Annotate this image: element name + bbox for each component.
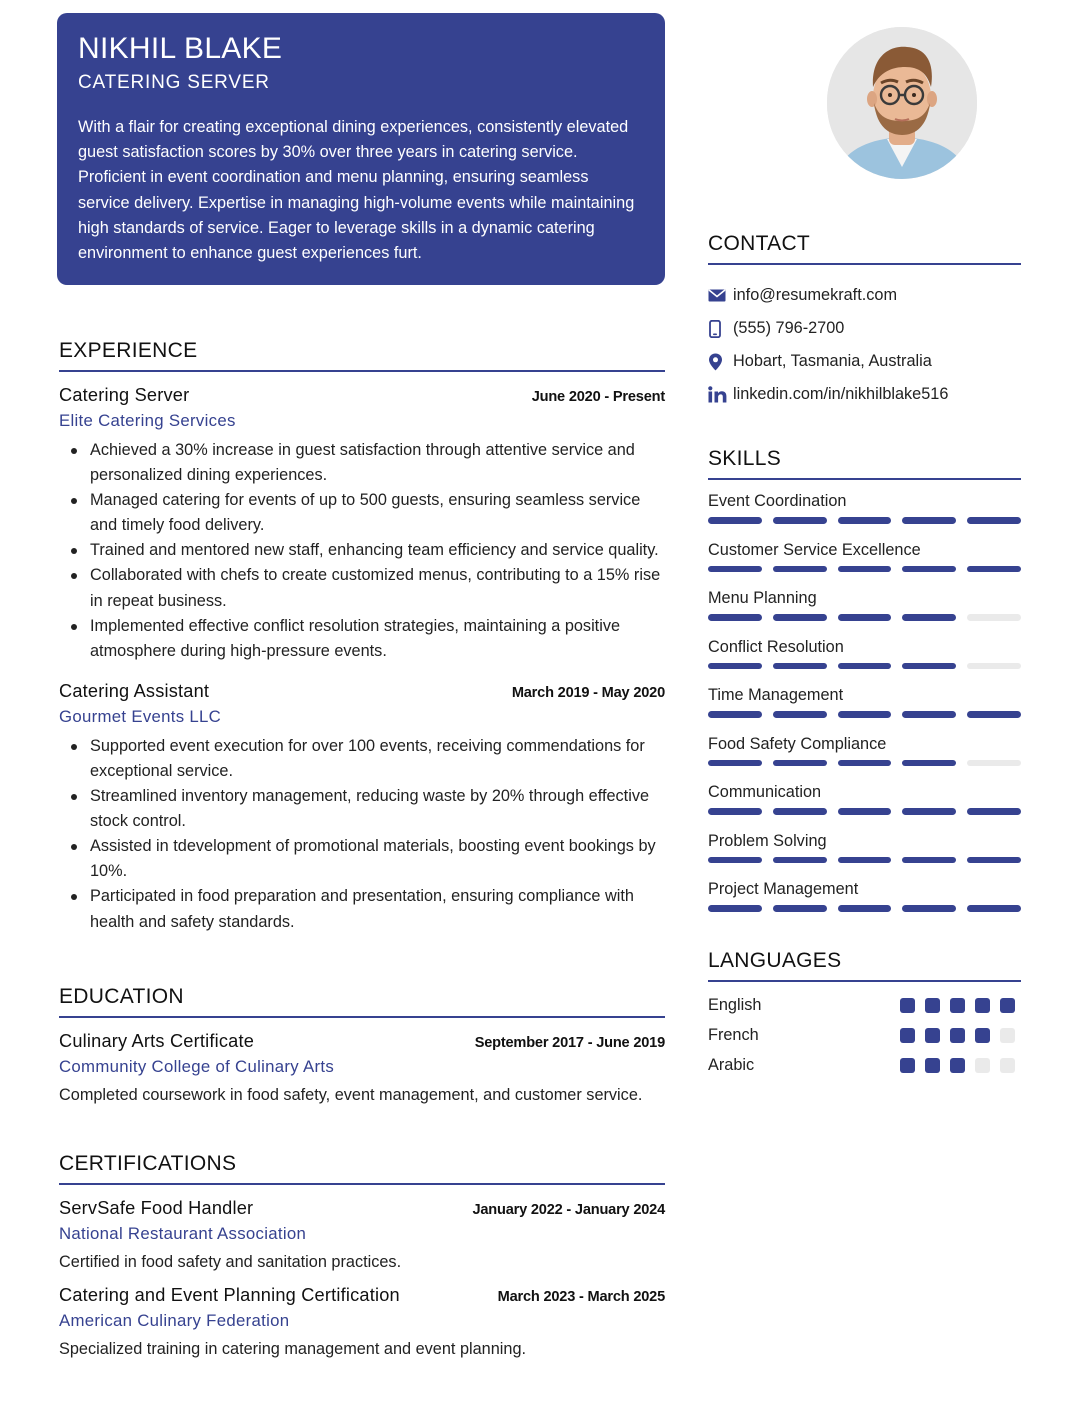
skill-name: Conflict Resolution xyxy=(708,637,844,656)
experience-heading: EXPERIENCE xyxy=(59,338,665,372)
skill-level-segment xyxy=(708,614,762,621)
education-heading: EDUCATION xyxy=(59,984,665,1018)
skill-level-segment xyxy=(967,566,1021,573)
skill-level-segment xyxy=(967,808,1021,815)
skill-level-segment xyxy=(708,517,762,524)
skill-level-segment xyxy=(708,663,762,670)
skill-name: Project Management xyxy=(708,880,859,898)
skill-level-segment xyxy=(773,905,827,912)
job-title: CATERING SERVER xyxy=(78,72,270,93)
avatar xyxy=(827,27,977,179)
skill-level-segment xyxy=(902,711,956,718)
education-date: September 2017 - June 2019 xyxy=(474,1034,665,1051)
skill-level-bar xyxy=(708,808,1021,815)
envelope-icon xyxy=(708,289,733,302)
skill-level-segment xyxy=(838,905,892,912)
skill-level-segment xyxy=(902,857,956,864)
skill-level-segment xyxy=(838,614,892,621)
skill-item xyxy=(708,636,1021,670)
languages-section xyxy=(708,948,1021,1080)
skill-level-bar xyxy=(708,663,1021,670)
profile-photo xyxy=(827,27,977,179)
job-bullets xyxy=(59,734,665,935)
certification-description: Specialized training in catering management and event planning. xyxy=(59,1339,527,1358)
bullet-item: Streamlined inventory management, reducing waste by 20% through effective stock control. xyxy=(59,784,665,834)
skill-level-segment xyxy=(773,760,827,767)
education-description: Completed coursework in food safety, event management, and customer service. xyxy=(59,1085,643,1104)
job-date: March 2019 - May 2020 xyxy=(511,684,665,701)
job-date: June 2020 - Present xyxy=(531,389,665,405)
skill-level-bar xyxy=(708,614,1021,621)
language-level-dot xyxy=(975,1058,990,1073)
skill-item xyxy=(708,733,1021,767)
skill-item xyxy=(708,539,1021,573)
skill-item xyxy=(708,587,1021,621)
skill-item xyxy=(708,490,1021,524)
skill-name: Customer Service Excellence xyxy=(708,540,921,559)
language-level-dot xyxy=(950,998,965,1013)
skill-level-segment xyxy=(708,808,762,815)
skill-level-segment xyxy=(838,566,892,573)
language-level-dot xyxy=(925,998,940,1013)
education-section xyxy=(59,984,665,1108)
skill-name: Communication xyxy=(708,783,822,801)
school-name: Community College of Culinary Arts xyxy=(59,1056,335,1076)
skill-level-bar xyxy=(708,517,1021,524)
degree-name: Culinary Arts Certificate xyxy=(59,1030,255,1051)
language-level-dot xyxy=(950,1058,965,1073)
skill-level-segment xyxy=(838,857,892,864)
skill-level-segment xyxy=(902,517,956,524)
certification-name: Catering and Event Planning Certification xyxy=(59,1284,400,1305)
location-pin-icon xyxy=(708,353,733,371)
skill-level-segment xyxy=(967,760,1021,767)
bullet-item: Managed catering for events of up to 500 guests, ensuring seamless service and timely food delivery. xyxy=(59,488,665,538)
language-level-dot xyxy=(1000,1058,1015,1073)
skill-level-segment xyxy=(902,566,956,573)
language-level-dot xyxy=(900,1028,915,1043)
education-entry xyxy=(59,1030,665,1108)
certification-date: March 2023 - March 2025 xyxy=(497,1288,665,1305)
linkedin-icon xyxy=(708,386,733,403)
certifications-heading: CERTIFICATIONS xyxy=(59,1151,665,1185)
skill-level-segment xyxy=(708,566,762,573)
language-level-dots xyxy=(900,1058,1015,1073)
skill-name: Menu Planning xyxy=(708,589,817,607)
language-name: English xyxy=(708,995,762,1014)
bullet-item: Assisted in tdevelopment of promotional materials, boosting event bookings by 10%. xyxy=(59,834,665,884)
contact-location xyxy=(708,345,1021,378)
skill-level-segment xyxy=(708,711,762,718)
language-level-dot xyxy=(1000,1028,1015,1043)
skill-level-bar xyxy=(708,566,1021,573)
certification-date: January 2022 - January 2024 xyxy=(472,1201,665,1218)
skill-level-segment xyxy=(773,857,827,864)
certifications-section xyxy=(59,1151,665,1362)
language-level-dot xyxy=(950,1028,965,1043)
language-item xyxy=(708,1050,1021,1080)
skills-heading: SKILLS xyxy=(708,446,1021,480)
certification-entry xyxy=(59,1284,665,1362)
bullet-item: Supported event execution for over 100 events, receiving commendations for exceptional service. xyxy=(59,734,665,784)
job-entry xyxy=(59,384,665,664)
skill-level-segment xyxy=(902,808,956,815)
job-entry xyxy=(59,680,665,935)
skill-name: Problem Solving xyxy=(708,831,827,850)
contact-linkedin[interactable] xyxy=(708,378,1021,411)
skill-level-segment xyxy=(967,711,1021,718)
header-box xyxy=(57,13,665,285)
phone-icon xyxy=(708,320,733,338)
skill-level-segment xyxy=(967,663,1021,670)
skill-level-segment xyxy=(902,614,956,621)
skill-level-segment xyxy=(838,711,892,718)
language-level-dot xyxy=(975,1028,990,1043)
email-text: info@resumekraft.com xyxy=(733,286,898,304)
language-level-dot xyxy=(925,1028,940,1043)
skills-section xyxy=(708,446,1021,912)
linkedin-text: linkedin.com/in/nikhilblake516 xyxy=(733,385,949,403)
skill-item xyxy=(708,830,1021,864)
skill-level-segment xyxy=(773,517,827,524)
contact-section xyxy=(708,231,1021,411)
skill-level-segment xyxy=(967,614,1021,621)
bullet-item: Participated in food preparation and presentation, ensuring compliance with health and safety standards. xyxy=(59,884,665,934)
language-level-dots xyxy=(900,998,1015,1013)
skill-level-segment xyxy=(773,711,827,718)
skill-name: Time Management xyxy=(708,686,844,704)
bullet-item: Achieved a 30% increase in guest satisfaction through attentive service and personalized dining experiences. xyxy=(59,438,665,488)
skill-level-segment xyxy=(838,760,892,767)
languages-heading: LANGUAGES xyxy=(708,948,1021,982)
skill-level-segment xyxy=(902,905,956,912)
contact-phone[interactable] xyxy=(708,312,1021,345)
skill-item xyxy=(708,684,1021,718)
skill-level-segment xyxy=(967,517,1021,524)
skill-name: Event Coordination xyxy=(708,492,847,510)
skill-level-segment xyxy=(967,857,1021,864)
contact-heading: CONTACT xyxy=(708,231,1021,265)
candidate-name: NIKHIL BLAKE xyxy=(78,32,283,65)
skill-level-segment xyxy=(773,614,827,621)
skill-level-segment xyxy=(708,760,762,767)
bullet-item: Collaborated with chefs to create customized menus, contributing to a 15% rise in repeat business. xyxy=(59,563,665,613)
skill-level-bar xyxy=(708,760,1021,767)
language-level-dot xyxy=(925,1058,940,1073)
skill-level-segment xyxy=(708,857,762,864)
main-column xyxy=(57,13,665,1362)
certification-issuer: American Culinary Federation xyxy=(59,1310,290,1330)
language-item xyxy=(708,1020,1021,1050)
certification-entry xyxy=(59,1197,665,1275)
skill-level-bar xyxy=(708,905,1021,912)
skill-level-segment xyxy=(773,566,827,573)
skill-level-segment xyxy=(773,808,827,815)
job-role: Catering Assistant xyxy=(59,680,210,701)
certification-issuer: National Restaurant Association xyxy=(59,1223,307,1243)
language-name: French xyxy=(708,1025,759,1044)
language-level-dot xyxy=(900,998,915,1013)
language-level-dot xyxy=(1000,998,1015,1013)
skill-item xyxy=(708,781,1021,815)
skill-level-segment xyxy=(838,517,892,524)
job-bullets xyxy=(59,438,665,664)
skill-level-segment xyxy=(967,905,1021,912)
job-role: Catering Server xyxy=(59,385,190,405)
language-level-dots xyxy=(900,1028,1015,1043)
language-name: Arabic xyxy=(708,1055,755,1074)
experience-section xyxy=(59,338,665,935)
contact-email[interactable] xyxy=(708,279,1021,312)
skill-item xyxy=(708,878,1021,912)
skill-level-segment xyxy=(902,760,956,767)
skill-level-segment xyxy=(902,663,956,670)
skill-level-segment xyxy=(773,663,827,670)
job-company: Gourmet Events LLC xyxy=(59,706,222,726)
skill-level-bar xyxy=(708,711,1021,718)
location-text: Hobart, Tasmania, Australia xyxy=(733,352,932,370)
bullet-item: Trained and mentored new staff, enhancing team efficiency and service quality. xyxy=(59,538,665,563)
certification-name: ServSafe Food Handler xyxy=(59,1197,254,1218)
language-level-dot xyxy=(900,1058,915,1073)
job-company: Elite Catering Services xyxy=(59,411,236,430)
languages-list xyxy=(708,990,1021,1080)
summary: With a flair for creating exceptional dining experiences, consistently elevated guest satisfaction scores by 30% over three years in catering service. Proficient in event coordination and menu planning, ensuring seamless service delivery. Expertise in managing high-volume events while maintaining high standards of service. Eager to leverage skills in a dynamic catering environment to enhance guest experiences furt. xyxy=(78,118,635,263)
skill-level-bar xyxy=(708,857,1021,864)
skill-name: Food Safety Compliance xyxy=(708,734,887,753)
certification-description: Certified in food safety and sanitation practices. xyxy=(59,1252,402,1271)
phone-text: (555) 796-2700 xyxy=(733,319,845,337)
skill-level-segment xyxy=(708,905,762,912)
language-item xyxy=(708,990,1021,1020)
bullet-item: Implemented effective conflict resolution strategies, maintaining a positive atmosphere during high-pressure events. xyxy=(59,614,665,664)
skill-level-segment xyxy=(838,663,892,670)
skill-level-segment xyxy=(838,808,892,815)
skills-list xyxy=(708,490,1021,912)
language-level-dot xyxy=(975,998,990,1013)
